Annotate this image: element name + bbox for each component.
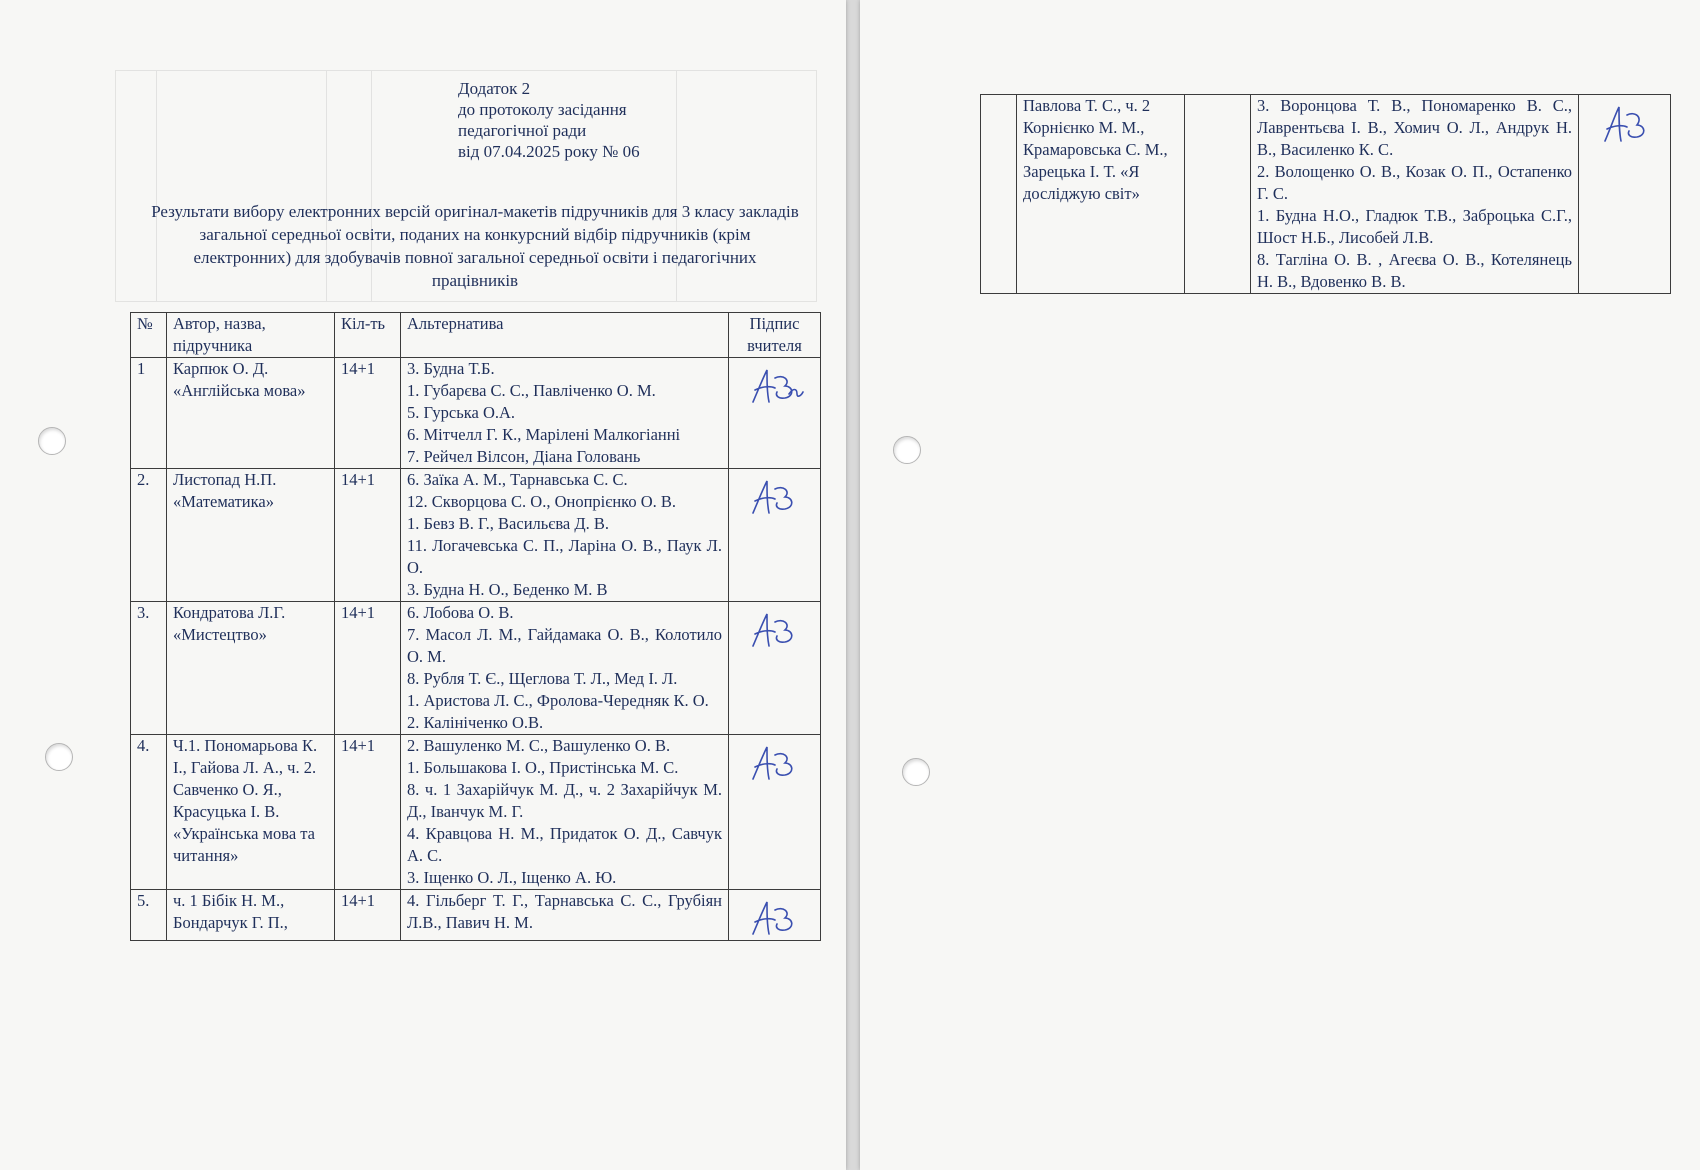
- alternative-item: 4. Гільберг Т. Г., Тарнавська С. С., Грубіян Л.В., Павич Н. М.: [407, 891, 722, 932]
- cell-count: 14+1: [335, 358, 401, 469]
- cell-author: Карпюк О. Д. «Англійська мова»: [167, 358, 335, 469]
- table-row: [131, 602, 821, 735]
- alternative-item: 4. Кравцова Н. М., Придаток О. Д., Савчук А. С.: [407, 824, 722, 865]
- header-alternative: Альтернатива: [401, 313, 729, 358]
- cell-signature: [729, 890, 821, 941]
- cell-count: 14+1: [335, 602, 401, 735]
- signature-mark: [745, 477, 805, 519]
- signature-mark: [745, 898, 805, 940]
- alternative-item: 3. Будна Н. О., Беденко М. В: [407, 580, 608, 599]
- table-row: [131, 469, 821, 602]
- header-count: Кіл-ть: [335, 313, 401, 358]
- alternative-item: 8. Рубля Т. Є., Щеглова Т. Л., Мед І. Л.: [407, 669, 678, 688]
- cell-alternatives: [401, 469, 729, 602]
- alternative-item: 8. ч. 1 Захарійчук М. Д., ч. 2 Захарійчук М. Д., Іванчук М. Г.: [407, 780, 722, 821]
- signature-mark: [745, 610, 805, 652]
- alternative-item: 2. Калініченко О.В.: [407, 713, 544, 732]
- cell-num: 1: [131, 358, 167, 469]
- cell-alternatives: [1251, 95, 1579, 294]
- alternative-item: 2. Вашуленко М. С., Вашуленко О. В.: [407, 736, 671, 755]
- appendix-line: педагогічної ради: [458, 121, 587, 140]
- right-page: [860, 0, 1700, 1170]
- alternative-item: 2. Волощенко О. В., Козак О. П., Остапенко Г. С.: [1257, 162, 1572, 203]
- alternative-item: 7. Масол Л. М., Гайдамака О. В., Колотило О. М.: [407, 625, 722, 666]
- alternative-item: 3. Воронцова Т. В., Пономаренко В. С., Лаврентьєва І. В., Хомич О. Л., Андрук Н. В., Василенко К. С.: [1257, 96, 1572, 159]
- appendix-title: Додаток 2: [458, 79, 531, 98]
- continuation-table: [980, 94, 1671, 294]
- cell-author: Кондратова Л.Г. «Мистецтво»: [167, 602, 335, 735]
- cell-num: 4.: [131, 735, 167, 890]
- cell-alternatives: [401, 358, 729, 469]
- alternative-item: 12. Скворцова С. О., Онопрієнко О. В.: [407, 492, 677, 511]
- alternative-item: 1. Губарєва С. С., Павліченко О. М.: [407, 381, 656, 400]
- cell-author: Ч.1. Пономарьова К. І., Гайова Л. А., ч. 2. Савченко О. Я., Красуцька І. В. «Українська мова та читання»: [167, 735, 335, 890]
- table-row: [131, 358, 821, 469]
- table-row: [981, 95, 1671, 294]
- alternative-item: 5. Гурська О.А.: [407, 403, 516, 422]
- punch-hole: [45, 743, 73, 771]
- cell-signature: [729, 602, 821, 735]
- cell-signature: [1579, 95, 1671, 294]
- header-author: Автор, назва, підручника: [167, 313, 335, 358]
- alternative-item: 8. Тагліна О. В. , Агеєва О. В., Котелянець Н. В., Вдовенко В. В.: [1257, 250, 1572, 291]
- cell-alternatives: [401, 890, 729, 941]
- appendix-date: від 07.04.2025 року № 06: [458, 142, 640, 161]
- cell-signature: [729, 469, 821, 602]
- alternative-item: 3. Іщенко О. Л., Іщенко А. Ю.: [407, 868, 617, 887]
- header-signature: Підпис вчителя: [729, 313, 821, 358]
- cell-num: 2.: [131, 469, 167, 602]
- alternative-item: 1. Большакова І. О., Пристінська М. С.: [407, 758, 679, 777]
- alternative-item: 1. Аристова Л. С., Фролова-Чередняк К. О.: [407, 691, 709, 710]
- left-page: [0, 0, 846, 1170]
- cell-count: 14+1: [335, 469, 401, 602]
- cell-signature: [729, 358, 821, 469]
- signature-mark: [745, 743, 805, 785]
- cell-num: 3.: [131, 602, 167, 735]
- results-title: Результати вибору електронних версій оригінал-макетів підручників для 3 класу закладів загальної середньої освіти, поданих на конкурсний відбір підручників (крім електронних) для здобувачів повної загальної середньої освіти і педагогічних працівників: [151, 202, 799, 290]
- cell-signature: [729, 735, 821, 890]
- header-num: №: [131, 313, 167, 358]
- alternative-item: 11. Логачевська С. П., Ларіна О. В., Паук Л. О.: [407, 536, 722, 577]
- appendix-line: до протоколу засідання: [458, 100, 627, 119]
- alternative-item: 1. Будна Н.О., Гладюк Т.В., Заброцька С.Г., Шост Н.Б., Лисобей Л.В.: [1257, 206, 1572, 247]
- cell-author: ч. 1 Бібік Н. М., Бондарчук Г. П.,: [167, 890, 335, 941]
- cell-author: Павлова Т. С., ч. 2 Корнієнко М. М., Крамаровська С. М., Зарецька І. Т. «Я досліджую світ»: [1017, 95, 1185, 294]
- signature-mark: [745, 366, 805, 408]
- cell-count: [1185, 95, 1251, 294]
- alternative-item: 6. Заїка А. М., Тарнавська С. С.: [407, 470, 628, 489]
- table-row: [131, 890, 821, 941]
- punch-hole: [902, 758, 930, 786]
- table-header-row: [131, 313, 821, 358]
- cell-alternatives: [401, 602, 729, 735]
- signature-mark: [1597, 103, 1653, 147]
- alternative-item: 6. Мітчелл Г. К., Марілені Малкогіанні: [407, 425, 681, 444]
- cell-num: 5.: [131, 890, 167, 941]
- appendix-header: [458, 78, 640, 162]
- table-row: [131, 735, 821, 890]
- cell-num: [981, 95, 1017, 294]
- cell-alternatives: [401, 735, 729, 890]
- cell-count: 14+1: [335, 735, 401, 890]
- alternative-item: 6. Лобова О. В.: [407, 603, 514, 622]
- alternative-item: 3. Будна Т.Б.: [407, 359, 495, 378]
- alternative-item: 1. Бевз В. Г., Васильєва Д. В.: [407, 514, 610, 533]
- cell-author: Листопад Н.П. «Математика»: [167, 469, 335, 602]
- cell-count: 14+1: [335, 890, 401, 941]
- alternative-item: 7. Рейчел Вілсон, Діана Головань: [407, 447, 641, 466]
- selection-table: [130, 312, 821, 941]
- punch-hole: [893, 436, 921, 464]
- punch-hole: [38, 427, 66, 455]
